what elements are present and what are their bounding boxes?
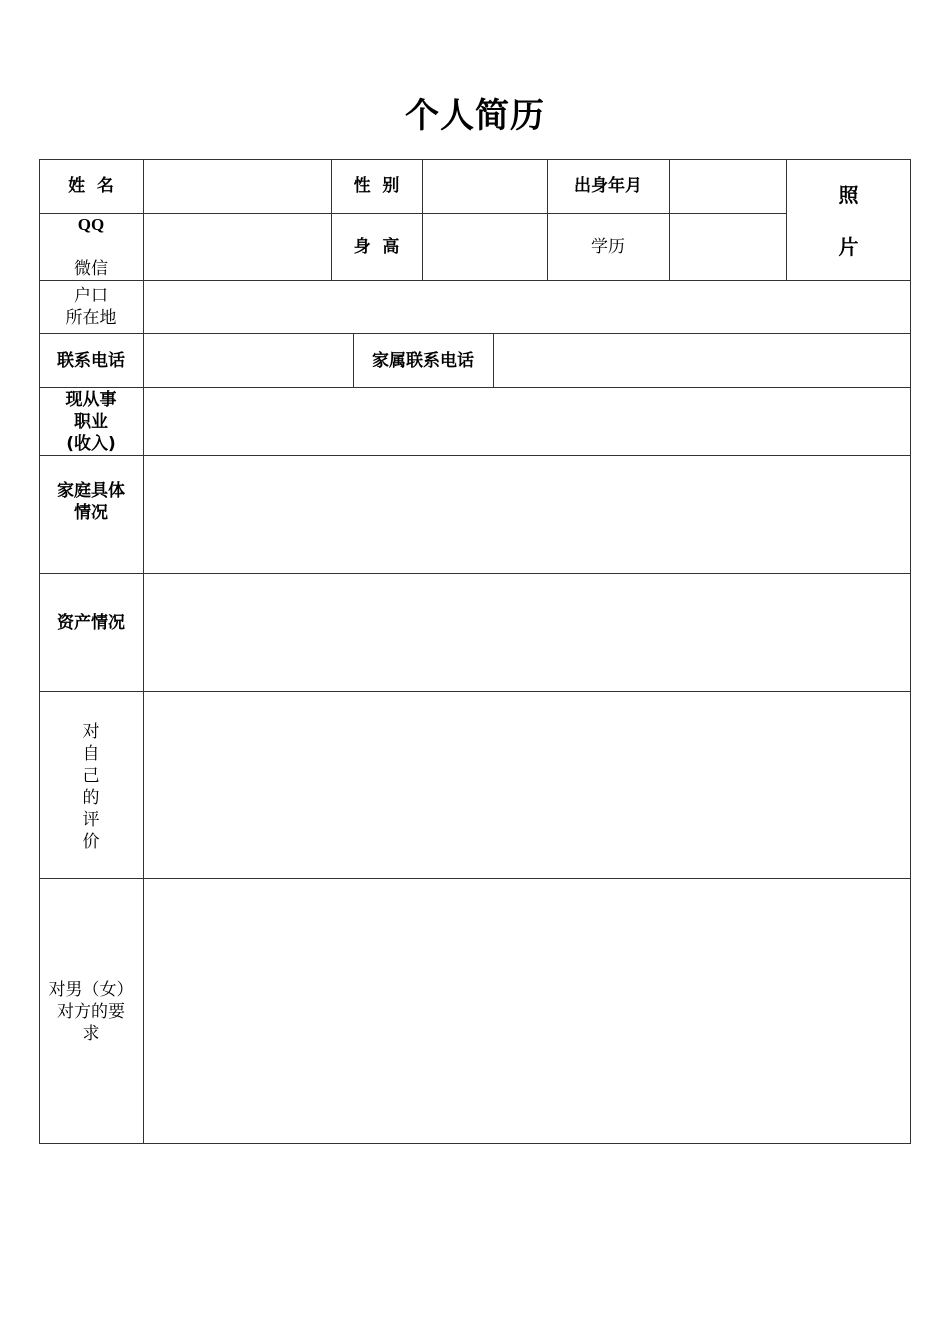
wechat-label: 微信: [74, 259, 108, 279]
self-eval-char: 评: [82, 810, 100, 830]
family-phone-label: 家属联系电话: [372, 350, 474, 371]
job-label-line2: 职业: [74, 411, 108, 432]
gender-field[interactable]: [423, 160, 547, 213]
requirements-label-line1: 对男（女）: [48, 980, 134, 1000]
family-phone-field[interactable]: [494, 334, 910, 387]
requirements-field[interactable]: [144, 879, 910, 1143]
job-label-line3: (收入): [66, 433, 116, 454]
education-field[interactable]: [670, 214, 786, 280]
birth-label: 出身年月: [574, 176, 642, 196]
height-field[interactable]: [423, 214, 547, 280]
self-eval-label: [39, 720, 143, 854]
family-label: [39, 478, 143, 526]
photo-label-2: 片: [838, 235, 859, 259]
self-eval-char: 自: [82, 744, 100, 764]
requirements-label-line2: 对方的要: [57, 1002, 125, 1022]
family-field[interactable]: [144, 456, 910, 573]
photo-area[interactable]: [787, 160, 910, 280]
job-field[interactable]: [144, 388, 910, 455]
phone-label: 联系电话: [57, 350, 125, 371]
name-field[interactable]: [144, 160, 331, 213]
job-label-line1: 现从事: [65, 389, 117, 410]
phone-field[interactable]: [144, 334, 353, 387]
requirements-label-line3: 求: [82, 1024, 100, 1044]
hukou-label-line2: 所在地: [65, 308, 117, 328]
family-label-line2: 情况: [74, 503, 108, 523]
hukou-label-line1: 户口: [74, 286, 108, 306]
height-label: 身 高: [353, 237, 400, 257]
qq-label: QQ: [77, 215, 105, 234]
self-eval-char: 价: [82, 832, 100, 852]
assets-label: 资产情况: [57, 613, 125, 633]
birth-field[interactable]: [670, 160, 786, 213]
photo-label-1: 照: [838, 183, 859, 207]
self-eval-char: 对: [82, 722, 100, 742]
hukou-label: [39, 281, 143, 333]
name-label: 姓 名: [68, 176, 114, 196]
hukou-field[interactable]: [144, 281, 910, 333]
family-label-line1: 家庭具体: [57, 481, 125, 501]
self-eval-char: 己: [82, 766, 100, 786]
self-eval-char: 的: [82, 788, 100, 808]
page-title: 个人简历: [405, 96, 545, 136]
gender-label: 性 别: [353, 176, 400, 196]
assets-field[interactable]: [144, 574, 910, 691]
education-label: 学历: [591, 237, 625, 257]
qq-wechat-field[interactable]: [144, 214, 331, 280]
requirements-label: [39, 978, 143, 1046]
self-eval-field[interactable]: [144, 692, 910, 878]
job-label: [39, 388, 143, 455]
